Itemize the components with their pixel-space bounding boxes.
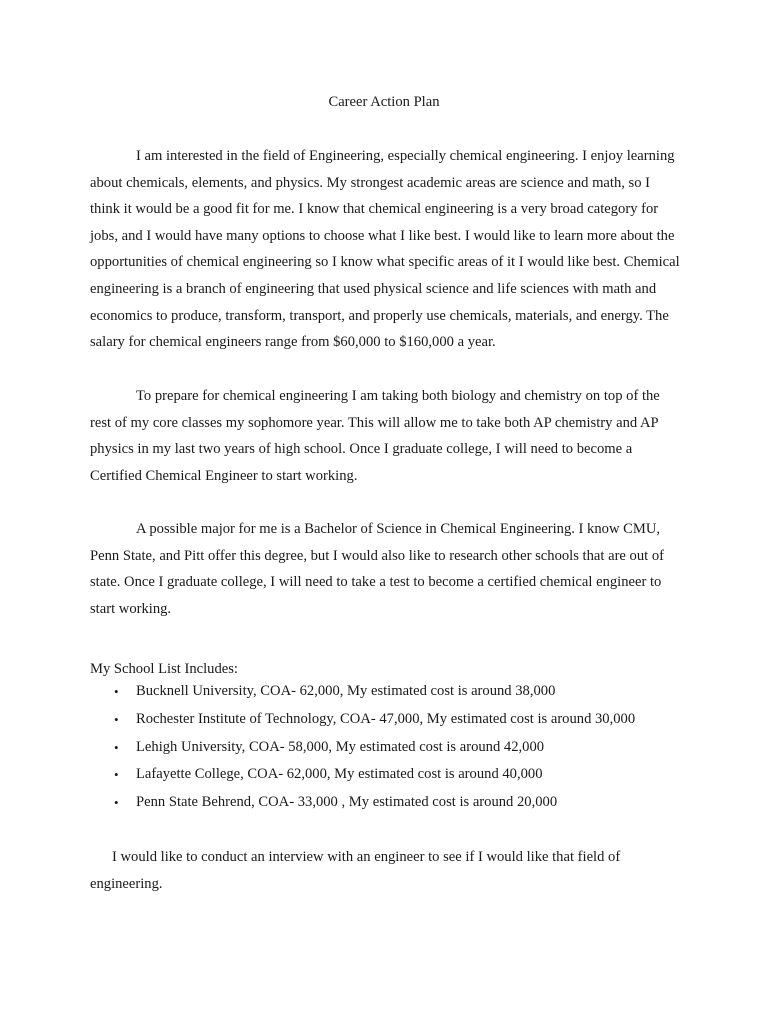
list-item: [90, 761, 690, 789]
paragraph-closing: I would like to conduct an interview with an engineer to see if I would like that field of engineering.: [90, 849, 621, 892]
bullet-icon: •: [114, 795, 119, 811]
bullet-icon: •: [114, 684, 119, 699]
school-list-heading: My School List Includes:: [90, 661, 238, 677]
list-item: [90, 734, 690, 762]
page-title: Career Action Plan: [328, 94, 440, 110]
list-item: [90, 789, 690, 817]
school-entry: Penn State Behrend, COA- 33,000 , My estimated cost is around 20,000: [136, 794, 558, 811]
paragraph-major: A possible major for me is a Bachelor of Science in Chemical Engineering. I know CMU, Penn State, and Pitt offer this degree, but I would also like to research other schools that are out of state. Once I graduate college, I will need to take a test to become a certified chemical engineer to start working.: [90, 521, 665, 617]
school-entry: Lafayette College, COA- 62,000, My estimated cost is around 40,000: [136, 766, 543, 783]
paragraph-preparation: To prepare for chemical engineering I am taking both biology and chemistry on top of the rest of my core classes my sophomore year. This will allow me to take both AP chemistry and AP physics in my last two years of high school. Once I graduate college, I will need to become a Certified Chemical Engineer to start working.: [90, 388, 660, 484]
school-entry: Bucknell University, COA- 62,000, My estimated cost is around 38,000: [136, 683, 556, 699]
list-item: [90, 706, 690, 734]
school-entry: Lehigh University, COA- 58,000, My estimated cost is around 42,000: [136, 738, 545, 755]
list-item: [90, 678, 690, 706]
bullet-icon: •: [114, 767, 119, 783]
bullet-icon: •: [114, 739, 119, 755]
school-entry: Rochester Institute of Technology, COA- 47,000, My estimated cost is around 30,000: [136, 710, 636, 727]
bullet-icon: •: [114, 711, 119, 727]
school-list: [90, 678, 690, 817]
paragraph-interest: I am interested in the field of Engineering, especially chemical engineering. I enjoy learning about chemicals, elements, and physics. My strongest academic areas are science and math, so I think it would be a good fit for me. I know that chemical engineering is a very broad category for jobs, and I would have many options to choose what I like best. I would like to learn more about the opportunities of chemical engineering so I know what specific areas of it I would like best. Chemical engineering is a branch of engineering that used physical science and life sciences with math and economics to produce, transform, transport, and properly use chemicals, materials, and energy. The salary for chemical engineers range from $60,000 to $160,000 a year.: [90, 148, 680, 351]
